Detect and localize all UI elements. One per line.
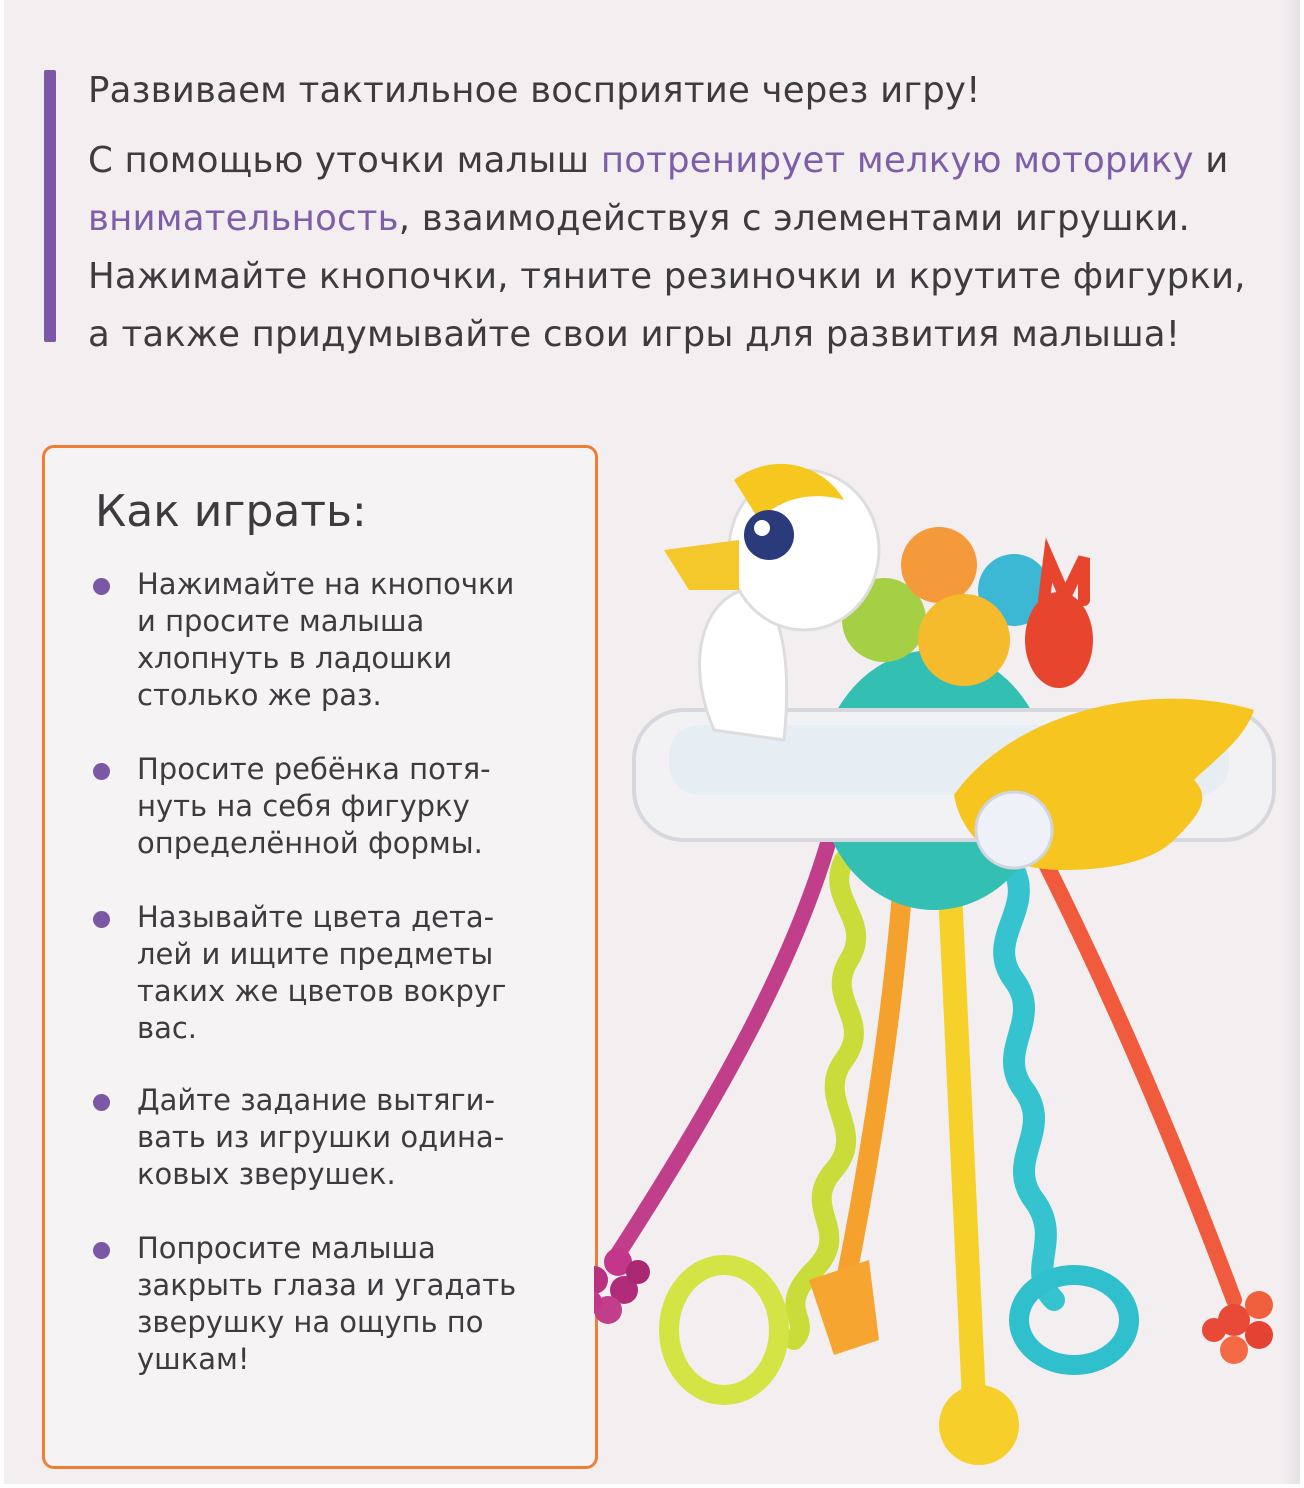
how-to-play-box: [42, 445, 598, 1469]
bullet-dot-icon: [93, 911, 110, 928]
bullet-dot-icon: [93, 1094, 110, 1111]
step-item: [93, 1082, 573, 1193]
intro-paragraph: [88, 132, 1278, 364]
intro-text: [88, 62, 1278, 364]
bunny-ears: [1044, 558, 1084, 600]
red-string: [1044, 860, 1234, 1300]
step-text: Называйте цвета дета- лей и ищите предметы таких же цветов вокруг вас.: [137, 900, 507, 1045]
how-to-play-title: Как играть:: [95, 486, 367, 537]
step-text: Дайте задание вытяги- вать из игрушки одина- ковых зверушек.: [137, 1083, 505, 1191]
intro-headline: Развиваем тактильное восприятие через игру!: [88, 70, 981, 111]
intro-part3: , взаимодействуя с элементами игрушки. Нажимайте кнопочки, тяните резиночки и крутите фигурки, а также придумывайте свои игры для развития малыша!: [88, 198, 1246, 355]
package-back: [4, 0, 1300, 1484]
step-text: Нажимайте на кнопочки и просите малыша хлопнуть в ладошки столько же раз.: [137, 567, 515, 712]
duck-eye-highlight: [754, 520, 770, 536]
step-text: Попросите малыша закрыть глаза и угадать зверушку на ощупь по ушкам!: [137, 1231, 517, 1376]
intro-part1: С помощью уточки малыш: [88, 140, 601, 181]
intro-accent-bar: [44, 70, 56, 342]
duck-pull-toy-illustration: [594, 440, 1300, 1480]
bullet-dot-icon: [93, 1242, 110, 1259]
step-item: [93, 751, 573, 862]
intro-part2: и: [1193, 140, 1229, 181]
cyan-ring-handle: [1019, 1275, 1129, 1365]
step-item: [93, 899, 573, 1047]
bullet-dot-icon: [93, 578, 110, 595]
wing-button: [976, 792, 1052, 868]
magenta-berry-handle: [594, 1248, 650, 1324]
step-item: [93, 1230, 573, 1378]
cyan-wave-string: [1004, 870, 1054, 1300]
yellow-string: [949, 870, 974, 1400]
yellow-ball-handle: [939, 1385, 1019, 1465]
step-text: Просите ребёнка потя- нуть на себя фигурку определённой формы.: [137, 752, 491, 860]
red-bunny-figure: [1025, 592, 1093, 688]
duck-beak: [664, 540, 739, 590]
step-item: [93, 566, 573, 714]
magenta-string: [614, 840, 829, 1260]
intro-highlight-attention: внимательность: [88, 198, 399, 239]
lime-ring-handle: [669, 1265, 779, 1395]
yellow-cat-figure: [918, 594, 1010, 686]
how-to-play-steps: [93, 566, 573, 1378]
duck-eye: [744, 510, 794, 560]
intro-highlight-motor: потренирует мелкую моторику: [600, 140, 1194, 181]
orange-cat-figure: [901, 527, 977, 603]
bullet-dot-icon: [93, 763, 110, 780]
